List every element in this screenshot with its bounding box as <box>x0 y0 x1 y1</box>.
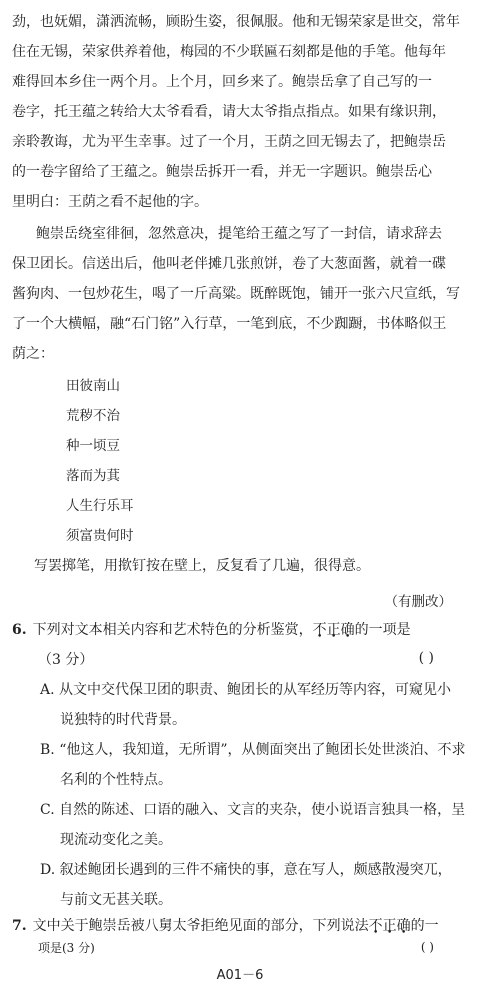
poem-line: 须富贵何时 <box>66 528 134 544</box>
passage-line: 荫之： <box>12 346 54 362</box>
option-a-cont: 说独特的时代背景。 <box>60 712 186 728</box>
passage-line: 亲聆教诲，尤为平生幸事。过了一个月，王荫之回无锡去了，把鲍崇岳 <box>12 134 446 150</box>
option-label: D. <box>40 862 56 878</box>
poem-line: 落而为萁 <box>66 468 120 484</box>
poem-line: 种一顷豆 <box>66 438 120 454</box>
option-c[interactable] <box>40 800 468 820</box>
emphasis-char: 正 <box>326 622 341 638</box>
passage-line: 劲，也妩媚，潇洒流畅，顾盼生姿，很佩服。他和无锡荣家是世交，常年 <box>12 14 460 30</box>
passage-line: 的一卷字留给了王蕴之。鲍崇岳拆开一看，并无一字题识。鲍崇岳心 <box>12 164 432 180</box>
emphasis-char: 不 <box>312 622 327 638</box>
question-6-stem <box>12 620 468 640</box>
stem-text: 下列对文本相关内容和艺术特色的分析鉴赏， <box>32 622 313 638</box>
passage-line: 了一个大横幅，融“石门铭”入行草，一笔到底，不少踟蹰，书体略似王 <box>12 316 447 332</box>
option-text: 从文中交代保卫团的职责、鲍团长的从军经历等内容，可窥见小 <box>59 682 452 698</box>
passage-line: 卷字，托王蕴之转给大太爷看看，请大太爷指点指点。如果有缘识荆， <box>12 104 446 120</box>
answer-blank[interactable]: ( ) <box>418 650 434 666</box>
option-label: C. <box>40 802 55 818</box>
stem-text: 文中关于鲍崇岳被八舅太爷拒绝见面的部分，下列说法 <box>32 918 369 934</box>
question-number: 6. <box>12 622 27 638</box>
poem-line: 荒秽不治 <box>66 408 120 424</box>
poem-line: 人生行乐耳 <box>66 498 134 514</box>
answer-blank[interactable]: ( ) <box>420 940 434 954</box>
question-6-score: （3 分） <box>38 652 94 668</box>
page-number: A01－6 <box>216 968 264 983</box>
passage-line: 难得回本乡住一两个月。上个月，回乡来了。鲍崇岳拿了自己写的一 <box>12 74 432 90</box>
option-label: A. <box>40 682 55 698</box>
question-7-stem <box>12 916 468 936</box>
option-c-cont: 现流动变化之美。 <box>60 832 172 848</box>
option-text: 叙述鲍团长遇到的三件不痛快的事，意在写人，颇感散漫突兀， <box>59 862 452 878</box>
emphasis-char: 确 <box>396 918 411 934</box>
option-text: 自然的陈述、口语的融入、文言的夹杂，使小说语言独具一格，呈 <box>59 802 466 818</box>
option-d[interactable] <box>40 860 468 880</box>
source-note: （有删改） <box>384 594 452 610</box>
emphasis-char: 正 <box>382 918 397 934</box>
option-d-cont: 与前文无甚关联。 <box>60 892 172 908</box>
passage-line: 鲍崇岳绕室徘徊，忽然意决，提笔给王蕴之写了一封信，请求辞去 <box>36 226 442 242</box>
stem-text: 的一项是 <box>354 622 411 638</box>
emphasis-char: 不 <box>368 918 383 934</box>
emphasis-char: 确 <box>340 622 355 638</box>
poem-line: 田彼南山 <box>66 378 120 394</box>
option-b-cont: 名利的个性特点。 <box>60 772 172 788</box>
option-b[interactable] <box>40 740 468 760</box>
passage-line: 酱狗肉、一包炒花生，喝了一斤高粱。既醉既饱，铺开一张六尺宣纸，写 <box>12 286 460 302</box>
option-label: B. <box>40 742 55 758</box>
question-number: 7. <box>12 918 27 934</box>
stem-text: 的一 <box>410 918 439 934</box>
passage-line: 里明白：王荫之看不起他的字。 <box>12 194 208 210</box>
passage-line: 住在无锡，荣家供养着他，梅园的不少联匾石刻都是他的手笔。他每年 <box>12 44 446 60</box>
passage-closing: 写罢掷笔，用揿钉按在壁上，反复看了几遍，很得意。 <box>34 558 370 574</box>
option-a[interactable] <box>40 680 468 700</box>
question-7-score: 项是(3 分) <box>38 941 95 955</box>
option-text: “他这人，我知道，无所谓”，从侧面突出了鲍团长处世淡泊、不求 <box>59 742 466 758</box>
passage-line: 保卫团长。信送出后，他叫老伴摊几张煎饼，卷了大葱面酱，就着一碟 <box>12 256 446 272</box>
